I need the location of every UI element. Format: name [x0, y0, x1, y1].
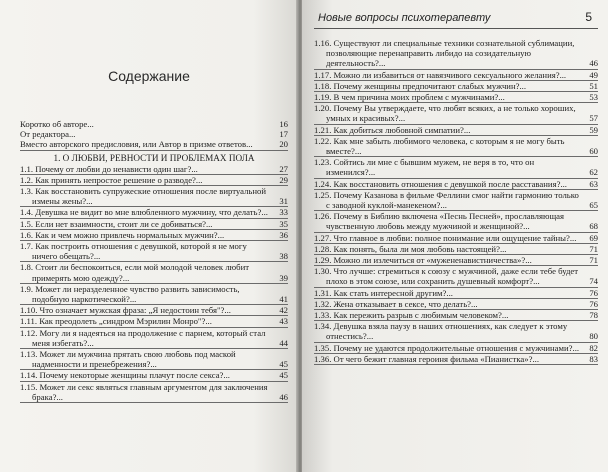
toc-entry-page: 76: [589, 287, 598, 298]
toc-entry: [20, 262, 288, 283]
toc-entry-text: 1.27. Что главное в любви: полное понимание или ощущение тайны?: [314, 232, 570, 243]
left-page: [0, 0, 298, 472]
leader-dots: ...: [569, 232, 577, 243]
toc-entry-page: 49: [589, 69, 598, 80]
leader-dots: ...: [205, 218, 213, 229]
leader-dots: ...: [519, 80, 526, 91]
toc-entry-page: 38: [279, 251, 288, 262]
leader-dots: ...: [501, 310, 509, 321]
leader-dots: ...: [366, 331, 374, 342]
toc-entry: [20, 230, 288, 241]
toc-entry-page: 20: [279, 139, 288, 150]
toc-entry-page: 68: [589, 221, 598, 232]
leader-dots: ...: [224, 305, 231, 316]
toc-entry-page: 74: [589, 276, 598, 287]
page-number: 5: [585, 10, 592, 24]
toc-entry-text: 1.1. Почему от любви до ненависти один шаг?: [20, 163, 192, 174]
toc-entry-text: 1.29. Можно ли излечиться от «мужененавистничества»?: [314, 255, 526, 266]
toc-entry-text: 1.26. Почему в Библию включена «Песнь Песней», прославляющая чувственную любовь между мужчиной и женщиной?: [314, 211, 564, 232]
leader-dots: ...: [223, 370, 230, 381]
leader-dots: ...: [56, 391, 63, 402]
toc-entry: [314, 81, 598, 92]
toc-entry-text: 1.25. Почему Казанова в фильме Феллини смог найти гармонию только с заводной куклой-манекеном?: [314, 189, 579, 211]
right-page: [302, 0, 608, 472]
running-head: [314, 8, 598, 29]
toc-entry-text: 1.36. От чего бежит главная героиня фильма «Пианистка»?: [314, 353, 533, 364]
toc-entry-page: 83: [589, 353, 598, 364]
toc-entry-page: 44: [279, 337, 288, 348]
toc-entry-page: 17: [279, 129, 288, 140]
toc-entry-page: 33: [279, 207, 288, 218]
toc-entry-text: 1.24. Как восстановить отношения с девушкой после расставания?: [314, 178, 561, 189]
toc-entry-text: 1.17. Можно ли избавиться от навязчивого сексуального желания?: [314, 69, 560, 80]
toc-entry-page: 59: [589, 124, 598, 135]
toc-entry-text: Коротко об авторе: [20, 119, 88, 129]
toc-entry: [20, 370, 288, 381]
leader-dots: ...: [498, 92, 505, 103]
toc-entry: [20, 382, 288, 403]
toc-entry: [314, 125, 598, 136]
toc-entry-text: 1.8. Стоит ли беспокоиться, если мой молодой человек любит примерять мою одежду?: [20, 262, 250, 283]
toc-entry: [20, 328, 288, 349]
toc-entry-text: 1.35. Почему не удаются продолжительные отношения с мужчинами?: [314, 342, 573, 353]
leader-dots: ...: [533, 276, 540, 287]
toc-entry: [314, 70, 598, 81]
toc-entry-page: 27: [279, 163, 288, 174]
leader-dots: ...: [572, 342, 580, 353]
toc-entry-page: 76: [589, 298, 598, 309]
toc-entry-page: 36: [279, 229, 288, 240]
leader-dots: ...: [86, 196, 93, 207]
leader-dots: ...: [525, 255, 532, 266]
leader-dots: ...: [532, 353, 539, 364]
toc-entry: [20, 305, 288, 316]
toc-entry-page: 43: [279, 316, 288, 327]
toc-entry-text: 1.13. Может ли мужчина прятать свою любовь под маской надменности и пренебрежения?: [20, 349, 236, 370]
leader-dots: ...: [559, 69, 567, 80]
toc-entry: [20, 207, 288, 218]
toc-entry-text: 1.15. Может ли секс являться главным аргументом для заключения брака?: [20, 381, 268, 402]
leader-dots: ...: [87, 337, 94, 348]
leader-dots: ...: [378, 58, 386, 69]
leader-dots: ...: [523, 221, 530, 232]
toc-entry-page: 80: [589, 331, 598, 342]
running-head-title: Новые вопросы психотерапевту: [318, 12, 491, 24]
toc-entry-text: 1.10. Что означает мужская фраза: „Я недостоин тебя"?: [20, 305, 225, 316]
toc-entry-page: 63: [589, 178, 598, 189]
toc-entry: [314, 103, 598, 124]
leader-dots: ...: [129, 294, 137, 305]
toc-entry-text: 1.33. Как пережить разрыв с любимым человеком?: [314, 310, 502, 321]
toc-entries-left: [20, 119, 288, 403]
toc-entry-text: 1.31. Как стать интересной другим?: [314, 287, 447, 298]
toc-entry: [20, 316, 288, 327]
leader-dots: ...: [446, 287, 453, 298]
leader-dots: ...: [499, 243, 507, 254]
toc-entry-text: 1.30. Что лучше: стремиться к союзу с мужчиной, даже если тебе будет плохо в этом союзе, или сохранить душевный комфорт?: [314, 266, 579, 287]
toc-entry-text: 1.9. Может ли неразделенное чувство развить зависимость, подобную наркотической?: [20, 283, 240, 305]
toc-entry: [314, 211, 598, 232]
toc-entry-page: 39: [279, 272, 288, 283]
toc-entry-text: 1.12. Могу ли я надеяться на продолжение с парнем, который стал меня избегать?: [20, 327, 266, 348]
toc-entry: [314, 179, 598, 190]
toc-entry-page: 31: [279, 196, 288, 207]
toc-entry: [314, 288, 598, 299]
toc-entry: [20, 139, 288, 150]
toc-entry-text: 1.2. Как принять непростое решение о разводе?: [20, 174, 196, 185]
toc-entry-page: 62: [589, 167, 598, 178]
toc-entry: [314, 321, 598, 342]
toc-entry-page: 51: [589, 80, 598, 91]
toc-heading: Содержание: [108, 68, 190, 84]
toc-entry: [20, 119, 288, 129]
toc-entry-text: 1.6. Как и чем можно привлечь нормальных мужчин?: [20, 229, 218, 240]
toc-entry: [314, 136, 598, 157]
toc-entry: [314, 266, 598, 287]
toc-entry: [20, 175, 288, 186]
toc-entry-page: 45: [279, 359, 288, 370]
leader-dots: ...: [440, 200, 447, 211]
toc-entry: [20, 241, 288, 262]
toc-entry: [314, 343, 598, 354]
toc-entry: [314, 38, 598, 70]
leader-dots: ...: [246, 139, 253, 150]
toc-entry: [314, 299, 598, 310]
toc-entry: [20, 219, 288, 230]
toc-entry-text: 1.4. Девушка не видит во мне влюбленного мужчину, что делать?: [20, 207, 262, 218]
toc-entry-page: 71: [589, 255, 598, 266]
leader-dots: ...: [261, 207, 268, 218]
toc-entry-page: 46: [589, 58, 598, 69]
toc-entry-text: Вместо авторского предисловия, или Автор в призме ответов: [20, 139, 247, 150]
toc-entry: [314, 244, 598, 255]
toc-entry-text: 1.7. Как построить отношения с девушкой, которой я не могу ничего обещать?: [20, 241, 247, 262]
toc-entry: [20, 186, 288, 207]
toc-entry: [314, 92, 598, 103]
toc-entry-text: 1.20. Почему Вы утверждаете, что любят всяких, а не только хороших, умных и красивых?: [314, 103, 576, 124]
toc-entry-page: 82: [589, 342, 598, 353]
leader-dots: ...: [398, 113, 406, 124]
leader-dots: ...: [150, 359, 157, 370]
leader-dots: ...: [87, 119, 94, 129]
toc-entry-text: 1.11. Как преодолеть „синдром Мэрилин Монро"?: [20, 316, 206, 327]
toc-entry-text: 1.23. Сойтись ли мне с бывшим мужем, не веря в то, что он изменился?: [314, 157, 535, 178]
toc-entry: [20, 164, 288, 175]
leader-dots: ...: [354, 146, 362, 157]
toc-entry-text: 1.5. Если нет взаимности, стоит ли се добиваться?: [20, 218, 206, 229]
toc-entry: [314, 255, 598, 266]
toc-entry: [314, 190, 598, 211]
toc-entry-text: От редактора: [20, 129, 69, 140]
toc-entry: [314, 354, 598, 365]
toc-entry-text: 1.22. Как мне забыть любимого человека, с которым я не могу быть вместе?: [314, 135, 565, 157]
toc-entry: [314, 310, 598, 321]
toc-entry-text: 1.19. В чем причина моих проблем с мужчинами?: [314, 92, 499, 103]
leader-dots: ...: [560, 178, 567, 189]
toc-entry-page: 60: [589, 146, 598, 157]
leader-dots: ...: [68, 129, 76, 140]
toc-entry-page: 45: [279, 370, 288, 381]
leader-dots: ...: [368, 167, 376, 178]
toc-entry-page: 69: [589, 232, 598, 243]
toc-entry-text: 1.3. Как восстановить супружеские отношения после виртуальной измены жены?: [20, 186, 267, 207]
toc-entry-page: 35: [279, 218, 288, 229]
leader-dots: ...: [191, 163, 198, 174]
toc-entry: [20, 129, 288, 139]
toc-entry-text: 1.14. Почему некоторые женщины плачут после секса?: [20, 370, 224, 381]
toc-entry-text: 1.32. Жена отказывает в сексе, что делать?: [314, 298, 472, 309]
toc-entry-text: 1.28. Как понять, была ли моя любовь настоящей?: [314, 243, 500, 254]
toc-entry: [314, 157, 598, 178]
leader-dots: ...: [205, 316, 212, 327]
toc-entry-page: 71: [589, 243, 598, 254]
toc-entry-page: 65: [589, 200, 598, 211]
leader-dots: ...: [463, 124, 471, 135]
leader-dots: ...: [195, 174, 203, 185]
leader-dots: ...: [93, 251, 101, 262]
toc-entry-page: 41: [279, 294, 288, 305]
section-title: 1. О ЛЮБВИ, РЕВНОСТИ И ПРОБЛЕМАХ ПОЛА: [53, 152, 255, 163]
toc-entry: [20, 284, 288, 305]
toc-entry: [314, 233, 598, 244]
toc-entry-page: 57: [589, 113, 598, 124]
toc-entry-page: 29: [279, 174, 288, 185]
toc-entry-page: 53: [589, 92, 598, 103]
leader-dots: ...: [122, 272, 130, 283]
toc-entry-text: 1.18. Почему женщины предпочитают слабых мужчин?: [314, 80, 520, 91]
toc-entry: [20, 349, 288, 370]
toc-entry-page: 42: [279, 305, 288, 316]
leader-dots: ...: [471, 298, 478, 309]
leader-dots: ...: [217, 229, 225, 240]
toc-entry-text: 1.21. Как добиться любовной симпатии?: [314, 124, 464, 135]
toc-entry-page: 16: [279, 119, 288, 129]
toc-entry-page: 46: [279, 391, 288, 402]
toc-entry-text: 1.16. Существуют ли специальные техники сознательной сублимации, позволяющие перенаправить либидо на созидательную деятельность?: [314, 38, 575, 69]
toc-entry-page: 78: [589, 310, 598, 321]
toc-entry-text: 1.34. Девушка взяла паузу в наших отношениях, как следует к этому отнестись?: [314, 321, 568, 342]
toc-entries-right: [314, 38, 598, 365]
